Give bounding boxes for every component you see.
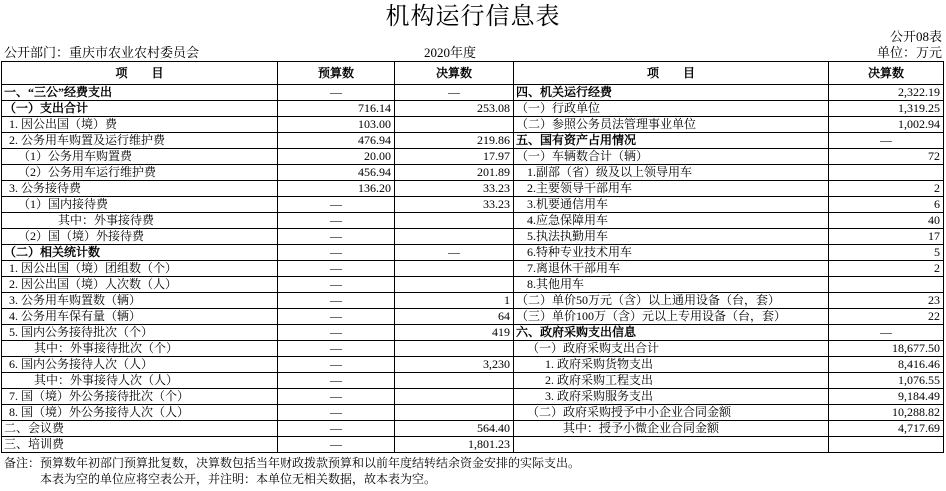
left-item-cell: （2）公务用车运行维护费: [2, 165, 278, 181]
left-item-cell: 1. 因公出国（境）团组数（个）: [2, 261, 278, 277]
table-row: [2, 389, 944, 405]
right-item-cell: 8.其他用车: [514, 277, 829, 293]
left-item-cell: 6. 国内公务接待人次（人）: [2, 357, 278, 373]
left-final-cell: [395, 117, 514, 133]
right-item-cell: 2.主要领导干部用车: [514, 181, 829, 197]
table-row: [2, 309, 944, 325]
left-item-cell: （一）支出合计: [2, 101, 278, 117]
budget-cell: —: [278, 261, 395, 277]
budget-cell: —: [278, 437, 395, 453]
left-item-header: 项 目: [2, 62, 278, 85]
table-row: [2, 245, 944, 261]
budget-cell: —: [278, 405, 395, 421]
table-row: [2, 117, 944, 133]
budget-cell: —: [278, 341, 395, 357]
table-row: [2, 181, 944, 197]
footnote-remark: 备注：预算数年初部门预算批复数，决算数包括当年财政拨款预算和以前年度结转结余资金安排的实际支出。: [4, 456, 581, 470]
left-final-cell: [395, 277, 514, 293]
left-item-cell: 3. 公务接待费: [2, 181, 278, 197]
table-row: [2, 229, 944, 245]
table-row: [2, 293, 944, 309]
right-item-cell: 4.应急保障用车: [514, 213, 829, 229]
unit-label: 单位：万元: [876, 45, 942, 60]
budget-cell: —: [278, 293, 395, 309]
right-final-cell: 6: [829, 197, 944, 213]
budget-cell: —: [278, 229, 395, 245]
left-item-cell: 1. 因公出国（境）费: [2, 117, 278, 133]
left-final-cell: [395, 213, 514, 229]
right-item-cell: 2. 政府采购工程支出: [514, 373, 829, 389]
right-final-cell: 1,076.55: [829, 373, 944, 389]
left-final-cell: 17.97: [395, 149, 514, 165]
right-final-cell: 2: [829, 261, 944, 277]
budget-cell: —: [278, 213, 395, 229]
table-row: [2, 101, 944, 117]
right-item-cell: 其中：授予小微企业合同金额: [514, 421, 829, 437]
right-item-cell: （一）行政单位: [514, 101, 829, 117]
right-item-cell: （三）单价100万（含）元以上专用设备（台，套）: [514, 309, 829, 325]
left-item-cell: （1）国内接待费: [2, 197, 278, 213]
budget-cell: —: [278, 373, 395, 389]
right-final-cell: 4,717.69: [829, 421, 944, 437]
left-item-cell: 2. 公务用车购置及运行维护费: [2, 133, 278, 149]
table-code: 公开08表: [889, 29, 942, 44]
table-row: [2, 85, 944, 101]
table-row: [2, 325, 944, 341]
left-final-cell: 201.89: [395, 165, 514, 181]
right-final-cell: 2: [829, 181, 944, 197]
budget-cell: —: [278, 357, 395, 373]
budget-cell: —: [278, 85, 395, 101]
right-item-cell: 1. 政府采购货物支出: [514, 357, 829, 373]
right-final-cell: [829, 165, 944, 181]
right-item-cell: （二）政府采购授予中小企业合同金额: [514, 405, 829, 421]
budget-cell: 20.00: [278, 149, 395, 165]
right-final-header: 决算数: [829, 62, 944, 85]
table-row: [2, 197, 944, 213]
right-final-cell: 17: [829, 229, 944, 245]
right-final-cell: 22: [829, 309, 944, 325]
right-final-cell: 5: [829, 245, 944, 261]
right-item-cell: （二）参照公务员法管理事业单位: [514, 117, 829, 133]
budget-cell: 136.20: [278, 181, 395, 197]
table-row: [2, 165, 944, 181]
right-final-cell: 23: [829, 293, 944, 309]
budget-cell: —: [278, 277, 395, 293]
budget-cell: —: [278, 325, 395, 341]
header-row: [2, 62, 944, 85]
right-item-cell: 四、机关运行经费: [514, 85, 829, 101]
table-row: [2, 213, 944, 229]
table-row: [2, 341, 944, 357]
table-row: [2, 149, 944, 165]
table-row: [2, 261, 944, 277]
page-title: 机构运行信息表: [385, 4, 561, 30]
left-final-cell: 219.86: [395, 133, 514, 149]
right-item-cell: 3.机要通信用车: [514, 197, 829, 213]
left-final-cell: 33.23: [395, 181, 514, 197]
right-final-cell: —: [829, 133, 944, 149]
right-item-cell: 六、政府采购支出信息: [514, 325, 829, 341]
right-final-cell: 18,677.50: [829, 341, 944, 357]
right-final-cell: 1,319.25: [829, 101, 944, 117]
budget-header: 预算数: [278, 62, 395, 85]
left-final-cell: [395, 261, 514, 277]
info-table: [1, 61, 944, 453]
left-final-cell: 1,801.23: [395, 437, 514, 453]
table-header: [2, 62, 944, 85]
budget-cell: 103.00: [278, 117, 395, 133]
right-item-cell: 五、国有资产占用情况: [514, 133, 829, 149]
left-final-cell: [395, 389, 514, 405]
left-item-cell: 二、会议费: [2, 421, 278, 437]
right-final-cell: [829, 437, 944, 453]
left-item-cell: 2. 因公出国（境）人次数（人）: [2, 277, 278, 293]
right-item-cell: 7.离退休干部用车: [514, 261, 829, 277]
left-final-cell: 564.40: [395, 421, 514, 437]
right-item-cell: 6.特种专业技术用车: [514, 245, 829, 261]
right-item-cell: 1.副部（省）级及以上领导用车: [514, 165, 829, 181]
left-item-cell: （2）国（境）外接待费: [2, 229, 278, 245]
right-final-cell: 9,184.49: [829, 389, 944, 405]
right-item-cell: 5.执法执勤用车: [514, 229, 829, 245]
left-final-cell: —: [395, 245, 514, 261]
budget-cell: —: [278, 389, 395, 405]
right-item-cell: （一）政府采购支出合计: [514, 341, 829, 357]
right-item-cell: 3. 政府采购服务支出: [514, 389, 829, 405]
budget-cell: 456.94: [278, 165, 395, 181]
left-item-cell: 5. 国内公务接待批次（个）: [2, 325, 278, 341]
budget-cell: 476.94: [278, 133, 395, 149]
left-final-header: 决算数: [395, 62, 514, 85]
right-item-cell: （二）单价50万元（含）以上通用设备（台，套）: [514, 293, 829, 309]
right-final-cell: 72: [829, 149, 944, 165]
table-row: [2, 405, 944, 421]
table-row: [2, 277, 944, 293]
right-final-cell: 2,322.19: [829, 85, 944, 101]
left-item-cell: 其中：外事接待费: [2, 213, 278, 229]
left-item-cell: 7. 国（境）外公务接待批次（个）: [2, 389, 278, 405]
left-item-cell: （1）公务用车购置费: [2, 149, 278, 165]
right-final-cell: 10,288.82: [829, 405, 944, 421]
left-final-cell: 33.23: [395, 197, 514, 213]
table-row: [2, 357, 944, 373]
left-final-cell: 253.08: [395, 101, 514, 117]
right-final-cell: [829, 277, 944, 293]
table-row: [2, 133, 944, 149]
right-item-cell: （一）车辆数合计（辆）: [514, 149, 829, 165]
left-final-cell: 3,230: [395, 357, 514, 373]
left-item-cell: 8. 国（境）外公务接待人次（人）: [2, 405, 278, 421]
table-row: [2, 437, 944, 453]
budget-cell: —: [278, 245, 395, 261]
right-final-cell: 8,416.46: [829, 357, 944, 373]
budget-cell: —: [278, 197, 395, 213]
right-final-cell: 40: [829, 213, 944, 229]
left-final-cell: [395, 341, 514, 357]
right-final-cell: 1,002.94: [829, 117, 944, 133]
department-label: 公开部门：重庆市农业农村委员会: [4, 45, 200, 60]
budget-cell: 716.14: [278, 101, 395, 117]
left-item-cell: 3. 公务用车购置数（辆）: [2, 293, 278, 309]
left-final-cell: 64: [395, 309, 514, 325]
left-final-cell: —: [395, 85, 514, 101]
left-item-cell: 其中：外事接待人次（人）: [2, 373, 278, 389]
table-row: [2, 373, 944, 389]
left-item-cell: 三、培训费: [2, 437, 278, 453]
left-final-cell: 1: [395, 293, 514, 309]
left-item-cell: 4. 公务用车保有量（辆）: [2, 309, 278, 325]
budget-cell: —: [278, 421, 395, 437]
left-item-cell: （二）相关统计数: [2, 245, 278, 261]
right-item-header: 项 目: [514, 62, 829, 85]
year-label: 2020年度: [424, 45, 477, 60]
left-final-cell: [395, 373, 514, 389]
budget-cell: —: [278, 309, 395, 325]
left-item-cell: 其中：外事接待批次（个）: [2, 341, 278, 357]
left-final-cell: 419: [395, 325, 514, 341]
table-row: [2, 421, 944, 437]
footnote-empty-table: 本表为空的单位应将空表公开，并注明：本单位无相关数据，故本表为空。: [40, 472, 437, 486]
table-body: [2, 85, 944, 453]
left-final-cell: [395, 229, 514, 245]
right-final-cell: —: [829, 325, 944, 341]
right-item-cell: [514, 437, 829, 453]
left-final-cell: [395, 405, 514, 421]
left-item-cell: 一、“三公”经费支出: [2, 85, 278, 101]
